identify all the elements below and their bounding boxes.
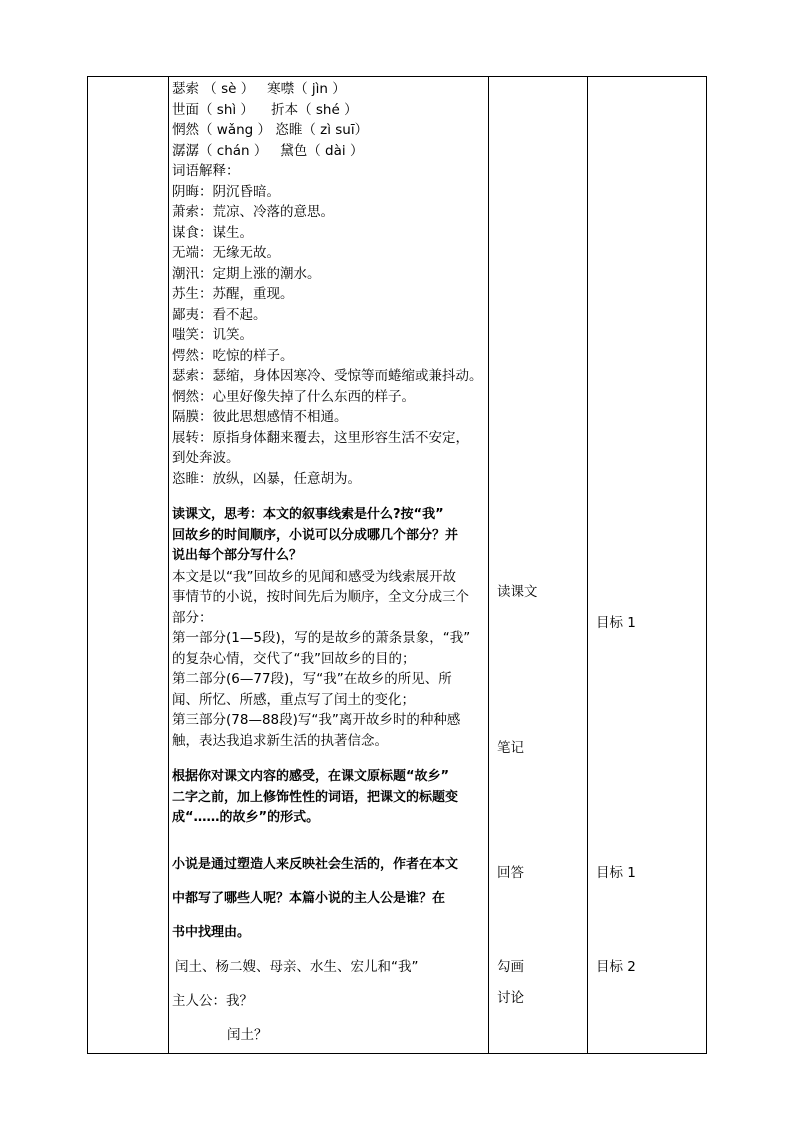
vocab-item: 鄙夷：看不起。: [172, 306, 267, 323]
column-divider: [587, 77, 588, 1053]
vocab-item: 无端：无缘无故。: [172, 245, 280, 261]
goal-label: 目标 1: [596, 615, 636, 631]
activity-notes: 笔记: [497, 740, 524, 756]
vocab-item: 潮汛：定期上涨的潮水。: [172, 265, 321, 282]
characters-list: 闰土、杨二嫂、母亲、水生、宏儿和“我”: [175, 958, 419, 975]
vocab-item: 萧索：荒凉、冷落的意思。: [172, 204, 334, 220]
question-title: 根据你对课文内容的感受，在课文原标题“故乡” 二字之前，加上修饰性性的词语，把课文的标题变 成“……的故乡”的形式。: [172, 769, 459, 825]
activity-mark: 勾画: [497, 959, 524, 975]
spacer: [172, 489, 488, 505]
protagonist-line: 主人公：我？: [172, 992, 253, 1009]
activity-discuss: 讨论: [497, 990, 524, 1006]
lesson-table: [87, 76, 707, 1054]
answer-structure: 本文是以“我”回故乡的见闻和感受为线索展开故 事情节的小说，按时间先后为顺序，全文分成三个 部分： 第一部分(1—5段)，写的是故乡的萧条景象，“我” 的复杂心情，交代了“我”回故乡的目的； 第二部分(6—77段)，写“我”在故乡的所见、所 闻、所忆、所感，重点写了闰土的变化； 第三部分(78—88段)写“我”离开故乡时的种种感 触，表达我追求新生活的执著信念。: [172, 568, 471, 749]
content-column: [172, 79, 488, 1052]
column-divider: [488, 77, 489, 1053]
vocab-item: 瑟索：瑟缩，身体因寒冷、受惊等而蜷缩或兼抖动。: [172, 368, 483, 384]
vocab-list: [172, 182, 488, 490]
pinyin-row: 世面（ shì ） 折本（ shé ）: [172, 101, 358, 118]
protagonist-line: 闰土？: [227, 1026, 268, 1043]
activity-read: 读课文: [497, 584, 538, 600]
goal-label: 目标 1: [596, 865, 636, 881]
vocab-item: 恣睢：放纵，凶暴，任意胡为。: [172, 470, 361, 487]
vocab-item: 阴晦：阴沉昏暗。: [172, 183, 280, 200]
pinyin-row: 瑟索 （ sè ） 寒噤（ jìn ）: [172, 81, 346, 97]
vocab-item: 谋食：谋生。: [172, 224, 253, 241]
question-structure: 读课文，思考：本文的叙事线索是什么?按“我” 回故乡的时间顺序，小说可以分成哪几个部分？并 说出每个部分写什么？: [172, 507, 459, 563]
vocab-item: 惘然：心里好像失掉了什么东西的样子。: [172, 388, 415, 405]
pinyin-section: [172, 79, 488, 161]
question-characters: 小说是通过塑造人来反映社会生活的，作者在本文 中都写了哪些人呢？本篇小说的主人公是谁？在 书中找理由。: [172, 856, 459, 940]
column-divider: [168, 77, 169, 1053]
goal-label: 目标 2: [596, 959, 636, 975]
vocab-item: 到处奔波。: [172, 450, 240, 466]
activity-answer: 回答: [497, 865, 524, 881]
vocab-item: 愕然：吃惊的样子。: [172, 347, 294, 364]
vocab-item: 嗤笑：讥笑。: [172, 327, 253, 343]
pinyin-row: 惘然（ wǎng ） 恣睢（ zì suī）: [172, 122, 369, 138]
vocab-item: 展转：原指身体翻来覆去，这里形容生活不安定，: [172, 429, 469, 446]
spacer: [172, 751, 488, 767]
pinyin-row: 潺潺（ chán ） 黛色（ dài ）: [172, 142, 364, 159]
vocab-item: 苏生：苏醒，重现。: [172, 286, 294, 302]
spacer: [172, 829, 488, 848]
vocab-item: 隔膜：彼此思想感情不相通。: [172, 409, 348, 425]
vocab-heading: 词语解释：: [172, 163, 240, 179]
